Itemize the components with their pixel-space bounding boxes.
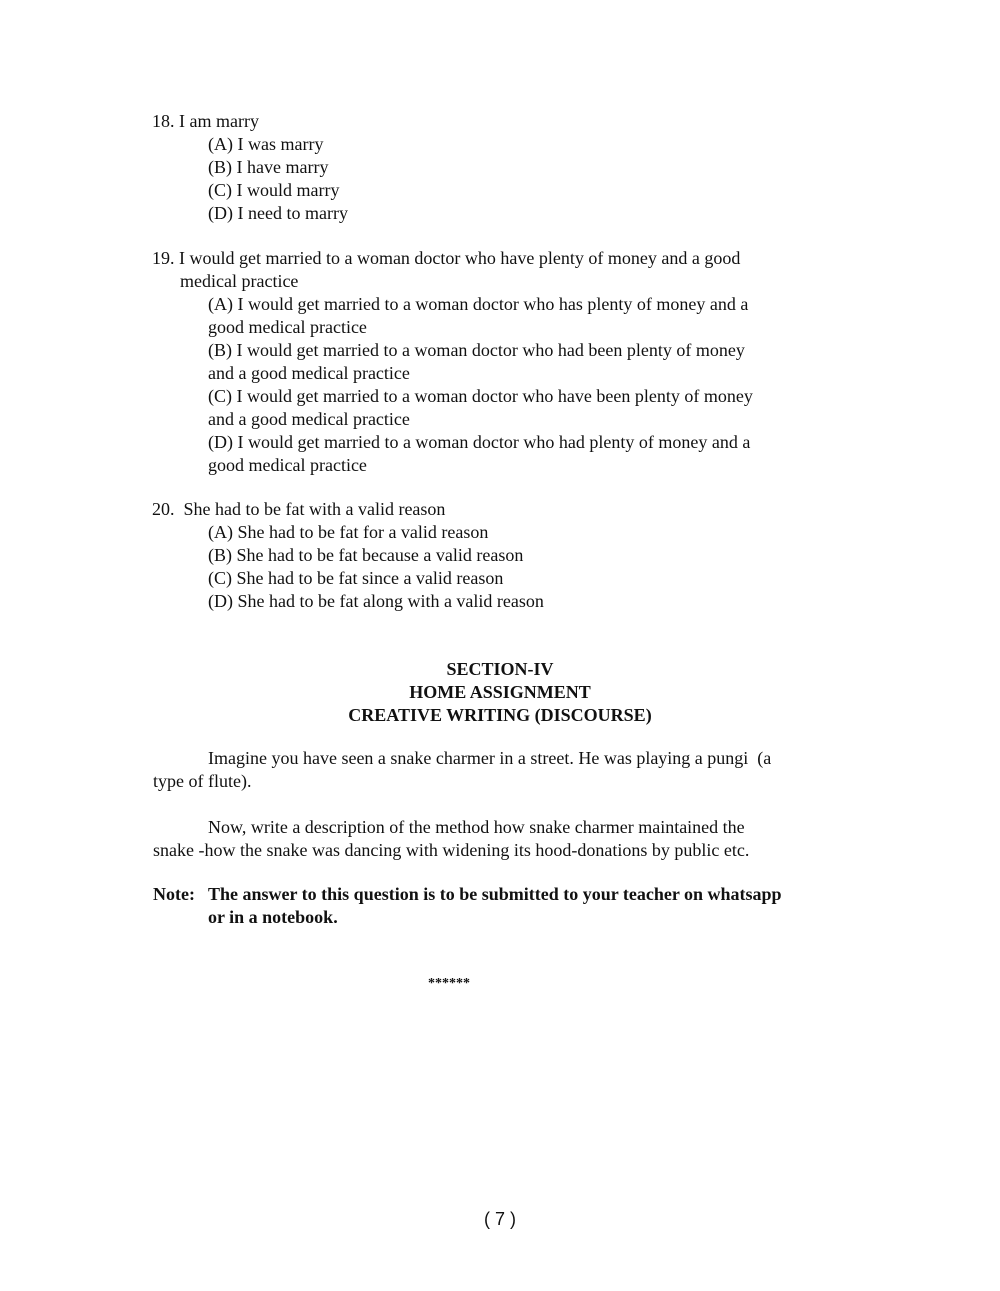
- question-20: [152, 498, 544, 613]
- option-a: (A) She had to be fat for a valid reason: [208, 522, 489, 542]
- question-20-options: [152, 521, 544, 613]
- question-19-stem-line2: medical practice: [180, 271, 299, 291]
- submission-note: [153, 883, 853, 929]
- question-18: [152, 110, 348, 225]
- question-20-stem: 20. She had to be fat with a valid reason: [152, 499, 446, 519]
- option-a: (A) I would get married to a woman doctor who has plenty of money and a: [208, 294, 749, 314]
- option-b: (B) I have marry: [208, 157, 329, 177]
- section-topic: CREATIVE WRITING (DISCOURSE): [348, 705, 652, 725]
- question-19-options: [152, 293, 753, 477]
- option-d: (D) I need to marry: [208, 203, 348, 223]
- option-c: (C) I would marry: [208, 180, 340, 200]
- question-19-stem-line1: 19. I would get married to a woman doctor who have plenty of money and a good: [152, 248, 741, 268]
- option-b-cont: and a good medical practice: [208, 363, 410, 383]
- prompt-paragraph-2-line2: snake -how the snake was dancing with widening its hood-donations by public etc.: [153, 840, 750, 860]
- note-text-line1: The answer to this question is to be submitted to your teacher on whatsapp: [208, 884, 782, 904]
- option-b: (B) She had to be fat because a valid reason: [208, 545, 524, 565]
- option-a-cont: good medical practice: [208, 317, 367, 337]
- option-d: (D) She had to be fat along with a valid reason: [208, 591, 544, 611]
- question-18-options: [152, 133, 348, 225]
- question-19: [152, 247, 753, 477]
- prompt-paragraph-1: [153, 747, 853, 793]
- option-d-cont: good medical practice: [208, 455, 367, 475]
- page-number: ( 7 ): [483, 1209, 516, 1229]
- prompt-paragraph-2-line1: Now, write a description of the method how snake charmer maintained the: [208, 817, 745, 837]
- end-separator: ******: [428, 976, 470, 991]
- question-19-stem: [152, 247, 753, 293]
- option-b: (B) I would get married to a woman doctor who had been plenty of money: [208, 340, 745, 360]
- option-d: (D) I would get married to a woman doctor who had plenty of money and a: [208, 432, 751, 452]
- option-c: (C) She had to be fat since a valid reason: [208, 568, 504, 588]
- prompt-paragraph-1-line1: Imagine you have seen a snake charmer in a street. He was playing a pungi (a: [208, 748, 772, 768]
- prompt-paragraph-2: [153, 816, 853, 862]
- section-title: SECTION-IV: [446, 659, 554, 679]
- note-text-line2: or in a notebook.: [208, 907, 338, 927]
- question-18-stem: 18. I am marry: [152, 111, 259, 131]
- note-text: [208, 883, 853, 929]
- section-heading: [0, 658, 1000, 727]
- option-a: (A) I was marry: [208, 134, 324, 154]
- option-c: (C) I would get married to a woman doctor who have been plenty of money: [208, 386, 753, 406]
- option-c-cont: and a good medical practice: [208, 409, 410, 429]
- section-subtitle: HOME ASSIGNMENT: [409, 682, 591, 702]
- note-label: Note:: [153, 884, 195, 904]
- prompt-paragraph-1-line2: type of flute).: [153, 771, 252, 791]
